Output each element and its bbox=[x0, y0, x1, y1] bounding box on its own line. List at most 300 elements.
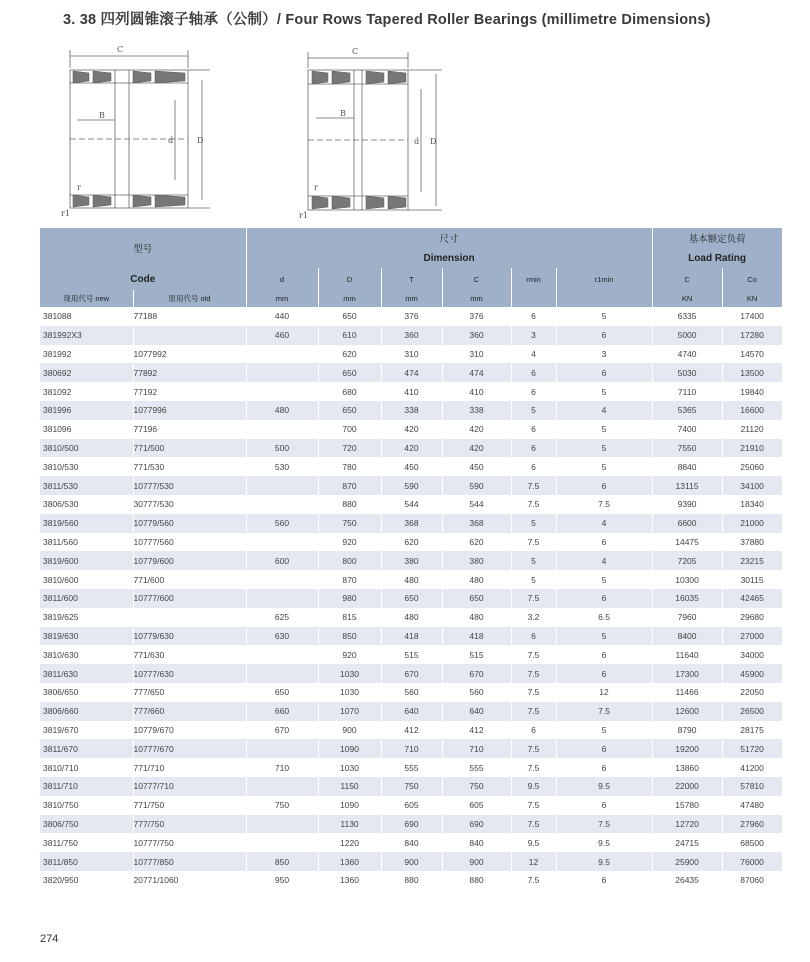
header-load-cn: 基本额定负荷 bbox=[652, 228, 782, 248]
cell-new-code: 3810/500 bbox=[40, 439, 133, 458]
cell-old-code: 10779/560 bbox=[133, 514, 246, 533]
cell-D: 1030 bbox=[318, 664, 381, 683]
cell-r1min: 6 bbox=[556, 871, 652, 890]
cell-C: 544 bbox=[442, 495, 511, 514]
cell-r1min: 4 bbox=[556, 401, 652, 420]
cell-C: 376 bbox=[442, 307, 511, 326]
cell-d bbox=[246, 739, 318, 758]
cell-new-code: 380692 bbox=[40, 363, 133, 382]
table-row bbox=[40, 721, 782, 740]
cell-co: 29680 bbox=[722, 608, 782, 627]
cell-d: 630 bbox=[246, 627, 318, 646]
cell-rmin: 3.2 bbox=[511, 608, 556, 627]
cell-rmin: 6 bbox=[511, 627, 556, 646]
cell-old-code: 10779/600 bbox=[133, 551, 246, 570]
cell-T: 710 bbox=[381, 739, 442, 758]
cell-T: 480 bbox=[381, 608, 442, 627]
cell-rmin: 9.5 bbox=[511, 777, 556, 796]
cell-d: 670 bbox=[246, 721, 318, 740]
cell-r1min: 5 bbox=[556, 721, 652, 740]
cell-T: 605 bbox=[381, 796, 442, 815]
cell-old-code: 30777/530 bbox=[133, 495, 246, 514]
header-model-en: Code bbox=[40, 268, 246, 290]
cell-rmin: 7.5 bbox=[511, 796, 556, 815]
cell-d bbox=[246, 589, 318, 608]
cell-r1min: 6 bbox=[556, 758, 652, 777]
cell-T: 420 bbox=[381, 420, 442, 439]
cell-T: 840 bbox=[381, 833, 442, 852]
cell-co: 25060 bbox=[722, 457, 782, 476]
cell-rmin: 9.5 bbox=[511, 833, 556, 852]
cell-r1min: 5 bbox=[556, 439, 652, 458]
cell-co: 16600 bbox=[722, 401, 782, 420]
cell-C: 360 bbox=[442, 326, 511, 345]
unit-T: mm bbox=[381, 290, 442, 307]
table-row bbox=[40, 815, 782, 834]
cell-r1min: 5 bbox=[556, 307, 652, 326]
cell-old-code: 771/530 bbox=[133, 457, 246, 476]
cell-r1min: 5 bbox=[556, 627, 652, 646]
unit-cr: KN bbox=[652, 290, 722, 307]
cell-D: 1150 bbox=[318, 777, 381, 796]
cell-old-code: 771/630 bbox=[133, 645, 246, 664]
cell-old-code: 10779/670 bbox=[133, 721, 246, 740]
cell-rmin: 6 bbox=[511, 420, 556, 439]
cell-D: 870 bbox=[318, 476, 381, 495]
cell-d: 660 bbox=[246, 702, 318, 721]
cell-co: 17280 bbox=[722, 326, 782, 345]
cell-T: 515 bbox=[381, 645, 442, 664]
cell-C: 420 bbox=[442, 420, 511, 439]
cell-co: 34000 bbox=[722, 645, 782, 664]
table-row bbox=[40, 758, 782, 777]
cell-C: 418 bbox=[442, 627, 511, 646]
cell-T: 750 bbox=[381, 777, 442, 796]
cell-old-code bbox=[133, 608, 246, 627]
cell-D: 650 bbox=[318, 363, 381, 382]
cell-old-code: 771/500 bbox=[133, 439, 246, 458]
cell-new-code: 381996 bbox=[40, 401, 133, 420]
cell-C: 605 bbox=[442, 796, 511, 815]
cell-cr: 6335 bbox=[652, 307, 722, 326]
cell-D: 650 bbox=[318, 307, 381, 326]
cell-co: 41200 bbox=[722, 758, 782, 777]
cell-d bbox=[246, 664, 318, 683]
cell-cr: 7400 bbox=[652, 420, 722, 439]
cell-new-code: 3811/670 bbox=[40, 739, 133, 758]
label-b: B bbox=[99, 111, 105, 120]
cell-cr: 24715 bbox=[652, 833, 722, 852]
table-row bbox=[40, 533, 782, 552]
cell-co: 42465 bbox=[722, 589, 782, 608]
cell-D: 1220 bbox=[318, 833, 381, 852]
header-col-co: Co bbox=[722, 268, 782, 290]
label-d-large: D bbox=[197, 136, 204, 145]
cell-co: 51720 bbox=[722, 739, 782, 758]
cell-C: 368 bbox=[442, 514, 511, 533]
cell-rmin: 5 bbox=[511, 514, 556, 533]
cell-C: 840 bbox=[442, 833, 511, 852]
cell-C: 620 bbox=[442, 533, 511, 552]
cell-old-code: 10777/600 bbox=[133, 589, 246, 608]
cell-d bbox=[246, 833, 318, 852]
cell-d: 440 bbox=[246, 307, 318, 326]
bearing-drawing-left bbox=[55, 40, 220, 220]
cell-new-code: 3819/630 bbox=[40, 627, 133, 646]
cell-D: 700 bbox=[318, 420, 381, 439]
cell-D: 815 bbox=[318, 608, 381, 627]
table-row bbox=[40, 871, 782, 890]
table-row bbox=[40, 702, 782, 721]
cell-cr: 7110 bbox=[652, 382, 722, 401]
table-row bbox=[40, 570, 782, 589]
table-row bbox=[40, 683, 782, 702]
cell-d: 850 bbox=[246, 852, 318, 871]
cell-cr: 14475 bbox=[652, 533, 722, 552]
header-dimension-cn: 尺寸 bbox=[246, 228, 652, 248]
cell-new-code: 3811/710 bbox=[40, 777, 133, 796]
cell-d: 750 bbox=[246, 796, 318, 815]
cell-d: 625 bbox=[246, 608, 318, 627]
cell-D: 870 bbox=[318, 570, 381, 589]
table-row bbox=[40, 420, 782, 439]
cell-old-code: 10777/530 bbox=[133, 476, 246, 495]
cell-old-code: 10777/630 bbox=[133, 664, 246, 683]
cell-rmin: 7.5 bbox=[511, 871, 556, 890]
header-load-en: Load Rating bbox=[652, 248, 782, 268]
cell-cr: 22000 bbox=[652, 777, 722, 796]
cell-co: 17400 bbox=[722, 307, 782, 326]
cell-T: 360 bbox=[381, 326, 442, 345]
cell-co: 18340 bbox=[722, 495, 782, 514]
cell-C: 450 bbox=[442, 457, 511, 476]
cell-rmin: 3 bbox=[511, 326, 556, 345]
cell-T: 474 bbox=[381, 363, 442, 382]
cell-rmin: 7.5 bbox=[511, 702, 556, 721]
cell-T: 620 bbox=[381, 533, 442, 552]
cell-r1min: 6 bbox=[556, 476, 652, 495]
header-col-r1min: r1min bbox=[556, 268, 652, 290]
cell-r1min: 3 bbox=[556, 345, 652, 364]
cell-T: 420 bbox=[381, 439, 442, 458]
cell-new-code: 381992X3 bbox=[40, 326, 133, 345]
cell-r1min: 4 bbox=[556, 514, 652, 533]
cell-cr: 7550 bbox=[652, 439, 722, 458]
cell-r1min: 6 bbox=[556, 796, 652, 815]
cell-d: 530 bbox=[246, 457, 318, 476]
label-r1: r1 bbox=[299, 211, 308, 220]
cell-cr: 13860 bbox=[652, 758, 722, 777]
cell-co: 14570 bbox=[722, 345, 782, 364]
cell-co: 26500 bbox=[722, 702, 782, 721]
cell-new-code: 3819/625 bbox=[40, 608, 133, 627]
cell-d: 650 bbox=[246, 683, 318, 702]
cell-rmin: 7.5 bbox=[511, 476, 556, 495]
cell-C: 670 bbox=[442, 664, 511, 683]
cell-T: 560 bbox=[381, 683, 442, 702]
label-r: r bbox=[77, 183, 81, 192]
label-d-small: d bbox=[414, 137, 420, 146]
cell-D: 1030 bbox=[318, 683, 381, 702]
cell-T: 450 bbox=[381, 457, 442, 476]
table-row bbox=[40, 495, 782, 514]
cell-rmin: 5 bbox=[511, 570, 556, 589]
cell-T: 376 bbox=[381, 307, 442, 326]
table-row bbox=[40, 833, 782, 852]
cell-d bbox=[246, 382, 318, 401]
cell-new-code: 381088 bbox=[40, 307, 133, 326]
cell-T: 480 bbox=[381, 570, 442, 589]
cell-T: 380 bbox=[381, 551, 442, 570]
cell-co: 37880 bbox=[722, 533, 782, 552]
cell-T: 368 bbox=[381, 514, 442, 533]
cell-old-code: 77196 bbox=[133, 420, 246, 439]
cell-d: 480 bbox=[246, 401, 318, 420]
cell-r1min: 12 bbox=[556, 683, 652, 702]
cell-old-code: 10777/560 bbox=[133, 533, 246, 552]
table-row bbox=[40, 307, 782, 326]
cell-D: 800 bbox=[318, 551, 381, 570]
cell-co: 23215 bbox=[722, 551, 782, 570]
table-row bbox=[40, 382, 782, 401]
cell-D: 780 bbox=[318, 457, 381, 476]
cell-rmin: 5 bbox=[511, 401, 556, 420]
table-row bbox=[40, 326, 782, 345]
header-col-T: T bbox=[381, 268, 442, 290]
label-r1: r1 bbox=[61, 209, 70, 218]
cell-co: 13500 bbox=[722, 363, 782, 382]
cell-cr: 15780 bbox=[652, 796, 722, 815]
unit-rmin bbox=[511, 290, 556, 307]
cell-new-code: 3810/750 bbox=[40, 796, 133, 815]
label-c: C bbox=[352, 47, 359, 56]
cell-D: 1090 bbox=[318, 796, 381, 815]
cell-old-code: 10779/630 bbox=[133, 627, 246, 646]
cell-old-code: 777/650 bbox=[133, 683, 246, 702]
cell-co: 22050 bbox=[722, 683, 782, 702]
cell-new-code: 3806/660 bbox=[40, 702, 133, 721]
cell-co: 27000 bbox=[722, 627, 782, 646]
cell-new-code: 381096 bbox=[40, 420, 133, 439]
cell-C: 480 bbox=[442, 608, 511, 627]
cell-cr: 6600 bbox=[652, 514, 722, 533]
cell-rmin: 12 bbox=[511, 852, 556, 871]
cell-cr: 10300 bbox=[652, 570, 722, 589]
cell-cr: 8840 bbox=[652, 457, 722, 476]
cell-T: 555 bbox=[381, 758, 442, 777]
cell-D: 1030 bbox=[318, 758, 381, 777]
cell-T: 544 bbox=[381, 495, 442, 514]
cell-T: 650 bbox=[381, 589, 442, 608]
table-row bbox=[40, 627, 782, 646]
cell-new-code: 3819/600 bbox=[40, 551, 133, 570]
cell-old-code: 1077992 bbox=[133, 345, 246, 364]
cell-rmin: 7.5 bbox=[511, 739, 556, 758]
cell-d bbox=[246, 533, 318, 552]
cell-d bbox=[246, 495, 318, 514]
table-row bbox=[40, 796, 782, 815]
cell-old-code: 777/750 bbox=[133, 815, 246, 834]
cell-r1min: 5 bbox=[556, 570, 652, 589]
cell-old-code: 1077996 bbox=[133, 401, 246, 420]
cell-new-code: 3819/670 bbox=[40, 721, 133, 740]
cell-cr: 12720 bbox=[652, 815, 722, 834]
header-model-cn: 型号 bbox=[40, 228, 246, 268]
cell-new-code: 381092 bbox=[40, 382, 133, 401]
page-number: 274 bbox=[40, 933, 59, 945]
cell-r1min: 6 bbox=[556, 326, 652, 345]
unit-r1min bbox=[556, 290, 652, 307]
cell-C: 900 bbox=[442, 852, 511, 871]
cell-C: 480 bbox=[442, 570, 511, 589]
cell-d bbox=[246, 476, 318, 495]
cell-rmin: 6 bbox=[511, 382, 556, 401]
cell-new-code: 3811/850 bbox=[40, 852, 133, 871]
table-row bbox=[40, 664, 782, 683]
cell-rmin: 7.5 bbox=[511, 683, 556, 702]
cell-T: 418 bbox=[381, 627, 442, 646]
cell-old-code: 10777/670 bbox=[133, 739, 246, 758]
cell-old-code: 77892 bbox=[133, 363, 246, 382]
table-row bbox=[40, 645, 782, 664]
label-d-large: D bbox=[430, 137, 437, 146]
cell-co: 27960 bbox=[722, 815, 782, 834]
cell-rmin: 4 bbox=[511, 345, 556, 364]
cell-d bbox=[246, 645, 318, 664]
cell-d bbox=[246, 420, 318, 439]
cell-T: 900 bbox=[381, 852, 442, 871]
table-row bbox=[40, 589, 782, 608]
cell-r1min: 9.5 bbox=[556, 833, 652, 852]
cell-d bbox=[246, 777, 318, 796]
cell-cr: 19200 bbox=[652, 739, 722, 758]
cell-r1min: 4 bbox=[556, 551, 652, 570]
table-row bbox=[40, 739, 782, 758]
cell-r1min: 5 bbox=[556, 420, 652, 439]
cell-r1min: 7.5 bbox=[556, 495, 652, 514]
cell-d bbox=[246, 815, 318, 834]
cell-C: 555 bbox=[442, 758, 511, 777]
cell-C: 474 bbox=[442, 363, 511, 382]
cell-r1min: 6.5 bbox=[556, 608, 652, 627]
cell-rmin: 5 bbox=[511, 551, 556, 570]
cell-old-code: 10777/750 bbox=[133, 833, 246, 852]
header-col-cr: C bbox=[652, 268, 722, 290]
cell-T: 640 bbox=[381, 702, 442, 721]
cell-r1min: 9.5 bbox=[556, 852, 652, 871]
cell-d: 460 bbox=[246, 326, 318, 345]
table-row bbox=[40, 457, 782, 476]
cell-old-code: 771/750 bbox=[133, 796, 246, 815]
unit-d: mm bbox=[246, 290, 318, 307]
cell-rmin: 6 bbox=[511, 439, 556, 458]
cell-d bbox=[246, 363, 318, 382]
cell-new-code: 3810/630 bbox=[40, 645, 133, 664]
cell-D: 1360 bbox=[318, 852, 381, 871]
bearing-drawing-right bbox=[296, 44, 446, 222]
cell-rmin: 7.5 bbox=[511, 495, 556, 514]
cell-C: 338 bbox=[442, 401, 511, 420]
cell-new-code: 3806/750 bbox=[40, 815, 133, 834]
cell-T: 310 bbox=[381, 345, 442, 364]
cell-co: 57810 bbox=[722, 777, 782, 796]
cell-cr: 11466 bbox=[652, 683, 722, 702]
cell-r1min: 6 bbox=[556, 645, 652, 664]
cell-D: 650 bbox=[318, 401, 381, 420]
cell-cr: 25900 bbox=[652, 852, 722, 871]
cell-old-code: 20771/1060 bbox=[133, 871, 246, 890]
cell-cr: 8790 bbox=[652, 721, 722, 740]
table-row bbox=[40, 401, 782, 420]
label-d-small: d bbox=[168, 136, 174, 145]
cell-co: 68500 bbox=[722, 833, 782, 852]
cell-cr: 5000 bbox=[652, 326, 722, 345]
cell-C: 880 bbox=[442, 871, 511, 890]
cell-D: 1090 bbox=[318, 739, 381, 758]
cell-old-code: 77192 bbox=[133, 382, 246, 401]
cell-cr: 11640 bbox=[652, 645, 722, 664]
cell-rmin: 7.5 bbox=[511, 645, 556, 664]
cell-cr: 5365 bbox=[652, 401, 722, 420]
cell-cr: 26435 bbox=[652, 871, 722, 890]
cell-r1min: 6 bbox=[556, 664, 652, 683]
cell-new-code: 381992 bbox=[40, 345, 133, 364]
table-row bbox=[40, 608, 782, 627]
cell-rmin: 7.5 bbox=[511, 815, 556, 834]
cell-cr: 7205 bbox=[652, 551, 722, 570]
header-col-rmin: rmin bbox=[511, 268, 556, 290]
unit-C: mm bbox=[442, 290, 511, 307]
label-r: r bbox=[314, 183, 318, 192]
cell-r1min: 5 bbox=[556, 457, 652, 476]
cell-C: 420 bbox=[442, 439, 511, 458]
cell-C: 410 bbox=[442, 382, 511, 401]
cell-C: 640 bbox=[442, 702, 511, 721]
header-col-D: D bbox=[318, 268, 381, 290]
cell-C: 310 bbox=[442, 345, 511, 364]
cell-co: 76000 bbox=[722, 852, 782, 871]
cell-old-code bbox=[133, 326, 246, 345]
cell-cr: 5030 bbox=[652, 363, 722, 382]
cell-co: 19840 bbox=[722, 382, 782, 401]
cell-r1min: 6 bbox=[556, 363, 652, 382]
cell-C: 560 bbox=[442, 683, 511, 702]
cell-rmin: 6 bbox=[511, 457, 556, 476]
cell-d: 710 bbox=[246, 758, 318, 777]
cell-rmin: 7.5 bbox=[511, 664, 556, 683]
cell-T: 590 bbox=[381, 476, 442, 495]
header-old-code: 原用代号 old bbox=[133, 290, 246, 307]
cell-old-code: 777/660 bbox=[133, 702, 246, 721]
cell-old-code: 771/710 bbox=[133, 758, 246, 777]
cell-old-code: 77188 bbox=[133, 307, 246, 326]
cell-old-code: 10777/710 bbox=[133, 777, 246, 796]
cell-co: 87060 bbox=[722, 871, 782, 890]
cell-cr: 7960 bbox=[652, 608, 722, 627]
cell-d: 950 bbox=[246, 871, 318, 890]
cell-co: 30115 bbox=[722, 570, 782, 589]
table-row bbox=[40, 777, 782, 796]
cell-rmin: 7.5 bbox=[511, 589, 556, 608]
header-col-C: C bbox=[442, 268, 511, 290]
cell-co: 34100 bbox=[722, 476, 782, 495]
cell-C: 590 bbox=[442, 476, 511, 495]
cell-cr: 12600 bbox=[652, 702, 722, 721]
table-row bbox=[40, 852, 782, 871]
cell-C: 412 bbox=[442, 721, 511, 740]
cell-D: 920 bbox=[318, 533, 381, 552]
cell-new-code: 3806/650 bbox=[40, 683, 133, 702]
